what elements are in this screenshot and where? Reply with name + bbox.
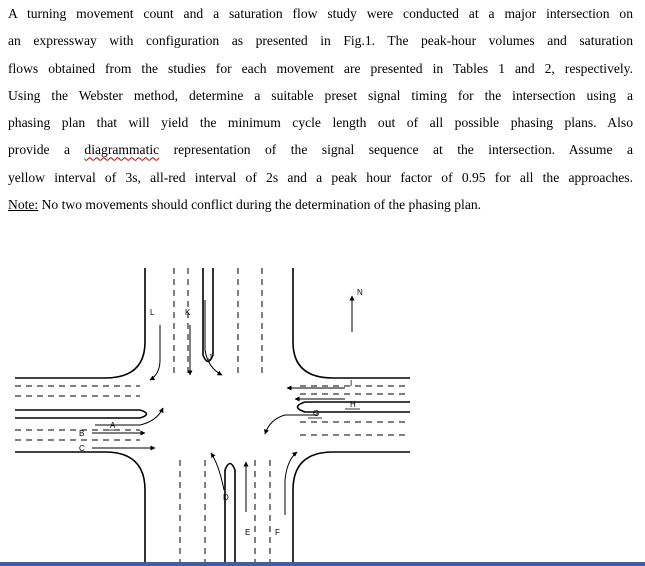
movement-arrow-D: [211, 453, 224, 490]
question-line: phasing plan that will yield the minimum cycle length out of all possible phasing plans. Also: [8, 115, 633, 131]
question-line: [8, 136, 633, 163]
kerb-nw: [15, 268, 145, 378]
note-label: Note:: [8, 197, 39, 213]
question-line: A turning movement count and a saturation flow study were conducted at a major intersection on: [8, 6, 633, 21]
question-fragment: representation of the signal sequence at the intersection. Assume a: [159, 142, 633, 158]
island-west: [15, 410, 147, 418]
label-J: J: [208, 353, 212, 362]
label-G: G: [313, 409, 320, 418]
question-line: an expressway with configuration as presented in Fig.1. The peak-hour volumes and saturation: [8, 33, 633, 49]
label-B: B: [79, 429, 85, 438]
label-D: D: [223, 493, 229, 502]
label-A: A: [110, 421, 116, 430]
kerb-se: [293, 452, 410, 566]
note-text: No two movements should conflict during the determination of the phasing plan.: [38, 197, 482, 213]
note-line: [8, 191, 633, 218]
label-H: H: [350, 400, 356, 409]
label-F: F: [275, 528, 280, 537]
movement-arrow-F: [285, 452, 297, 515]
question-line: yellow interval of 3s, all-red interval of 2s and a peak hour factor of 0.95 for all the approaches.: [8, 169, 633, 185]
label-I: I: [350, 379, 353, 388]
label-K: K: [185, 308, 191, 317]
kerb-sw: [15, 452, 145, 566]
label-E: E: [245, 528, 251, 537]
spellcheck-word: diagrammatic: [84, 142, 160, 158]
island-south: [225, 464, 235, 566]
label-L: L: [150, 308, 155, 317]
question-line: flows obtained from the studies for each movement are presented in Tables 1 and 2, respectively.: [8, 60, 633, 76]
north-label: N: [357, 288, 363, 297]
question-line: Using the Webster method, determine a suitable preset signal timing for the intersection using a: [8, 87, 633, 103]
label-C: C: [79, 444, 85, 453]
question-text: [8, 0, 633, 218]
intersection-diagram: [0, 250, 645, 566]
page-bottom-bar: [0, 562, 645, 566]
movement-arrow-L: [150, 325, 160, 380]
question-fragment: provide a: [8, 142, 85, 158]
